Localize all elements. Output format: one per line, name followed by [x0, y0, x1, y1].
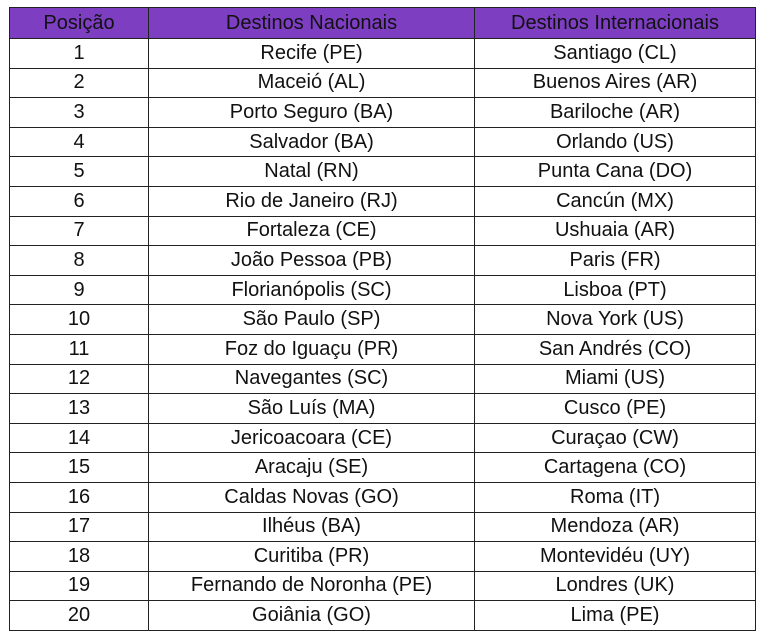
header-position: Posição	[10, 8, 149, 39]
cell-international-destination: Londres (UK)	[475, 571, 756, 601]
cell-national-destination: Salvador (BA)	[149, 127, 475, 157]
cell-international-destination: Mendoza (AR)	[475, 512, 756, 542]
cell-international-destination: Santiago (CL)	[475, 39, 756, 69]
table-row	[10, 334, 756, 364]
cell-position: 1	[10, 39, 149, 69]
cell-position: 12	[10, 364, 149, 394]
cell-international-destination: Ushuaia (AR)	[475, 216, 756, 246]
cell-international-destination: Bariloche (AR)	[475, 98, 756, 128]
table-row	[10, 275, 756, 305]
cell-national-destination: São Luís (MA)	[149, 394, 475, 424]
cell-position: 20	[10, 601, 149, 631]
cell-international-destination: Miami (US)	[475, 364, 756, 394]
table-body	[10, 39, 756, 631]
table-row	[10, 571, 756, 601]
table-row	[10, 394, 756, 424]
table-row	[10, 98, 756, 128]
cell-international-destination: Roma (IT)	[475, 482, 756, 512]
cell-national-destination: Maceió (AL)	[149, 68, 475, 98]
table-row	[10, 482, 756, 512]
cell-position: 19	[10, 571, 149, 601]
cell-national-destination: Aracaju (SE)	[149, 453, 475, 483]
cell-national-destination: Florianópolis (SC)	[149, 275, 475, 305]
table-row	[10, 512, 756, 542]
cell-position: 3	[10, 98, 149, 128]
cell-position: 4	[10, 127, 149, 157]
cell-international-destination: Montevidéu (UY)	[475, 542, 756, 572]
table-row	[10, 157, 756, 187]
cell-position: 9	[10, 275, 149, 305]
cell-position: 5	[10, 157, 149, 187]
cell-national-destination: São Paulo (SP)	[149, 305, 475, 335]
cell-national-destination: Goiânia (GO)	[149, 601, 475, 631]
cell-position: 13	[10, 394, 149, 424]
table-row	[10, 423, 756, 453]
cell-national-destination: Ilhéus (BA)	[149, 512, 475, 542]
cell-national-destination: Fernando de Noronha (PE)	[149, 571, 475, 601]
table-row	[10, 246, 756, 276]
cell-position: 18	[10, 542, 149, 572]
cell-national-destination: Rio de Janeiro (RJ)	[149, 186, 475, 216]
cell-international-destination: San Andrés (CO)	[475, 334, 756, 364]
cell-international-destination: Punta Cana (DO)	[475, 157, 756, 187]
header-international-destinations: Destinos Internacionais	[475, 8, 756, 39]
cell-national-destination: João Pessoa (PB)	[149, 246, 475, 276]
cell-national-destination: Foz do Iguaçu (PR)	[149, 334, 475, 364]
table-row	[10, 601, 756, 631]
cell-international-destination: Curaçao (CW)	[475, 423, 756, 453]
table-header-row	[10, 8, 756, 39]
cell-national-destination: Natal (RN)	[149, 157, 475, 187]
cell-position: 7	[10, 216, 149, 246]
cell-international-destination: Nova York (US)	[475, 305, 756, 335]
cell-international-destination: Paris (FR)	[475, 246, 756, 276]
cell-position: 14	[10, 423, 149, 453]
table-row	[10, 127, 756, 157]
cell-position: 16	[10, 482, 149, 512]
table-row	[10, 68, 756, 98]
cell-position: 8	[10, 246, 149, 276]
cell-international-destination: Cancún (MX)	[475, 186, 756, 216]
table-row	[10, 453, 756, 483]
table-row	[10, 542, 756, 572]
cell-national-destination: Recife (PE)	[149, 39, 475, 69]
cell-national-destination: Jericoacoara (CE)	[149, 423, 475, 453]
cell-position: 6	[10, 186, 149, 216]
cell-international-destination: Buenos Aires (AR)	[475, 68, 756, 98]
cell-international-destination: Lima (PE)	[475, 601, 756, 631]
cell-national-destination: Fortaleza (CE)	[149, 216, 475, 246]
cell-national-destination: Caldas Novas (GO)	[149, 482, 475, 512]
cell-position: 17	[10, 512, 149, 542]
cell-national-destination: Curitiba (PR)	[149, 542, 475, 572]
table-row	[10, 186, 756, 216]
ranking-table-container	[9, 7, 756, 631]
cell-national-destination: Navegantes (SC)	[149, 364, 475, 394]
table-row	[10, 364, 756, 394]
table-row	[10, 39, 756, 69]
cell-international-destination: Cusco (PE)	[475, 394, 756, 424]
cell-international-destination: Cartagena (CO)	[475, 453, 756, 483]
cell-position: 10	[10, 305, 149, 335]
cell-national-destination: Porto Seguro (BA)	[149, 98, 475, 128]
cell-position: 15	[10, 453, 149, 483]
cell-international-destination: Orlando (US)	[475, 127, 756, 157]
header-national-destinations: Destinos Nacionais	[149, 8, 475, 39]
destinations-ranking-table	[9, 7, 756, 631]
cell-international-destination: Lisboa (PT)	[475, 275, 756, 305]
cell-position: 2	[10, 68, 149, 98]
table-row	[10, 216, 756, 246]
cell-position: 11	[10, 334, 149, 364]
table-row	[10, 305, 756, 335]
